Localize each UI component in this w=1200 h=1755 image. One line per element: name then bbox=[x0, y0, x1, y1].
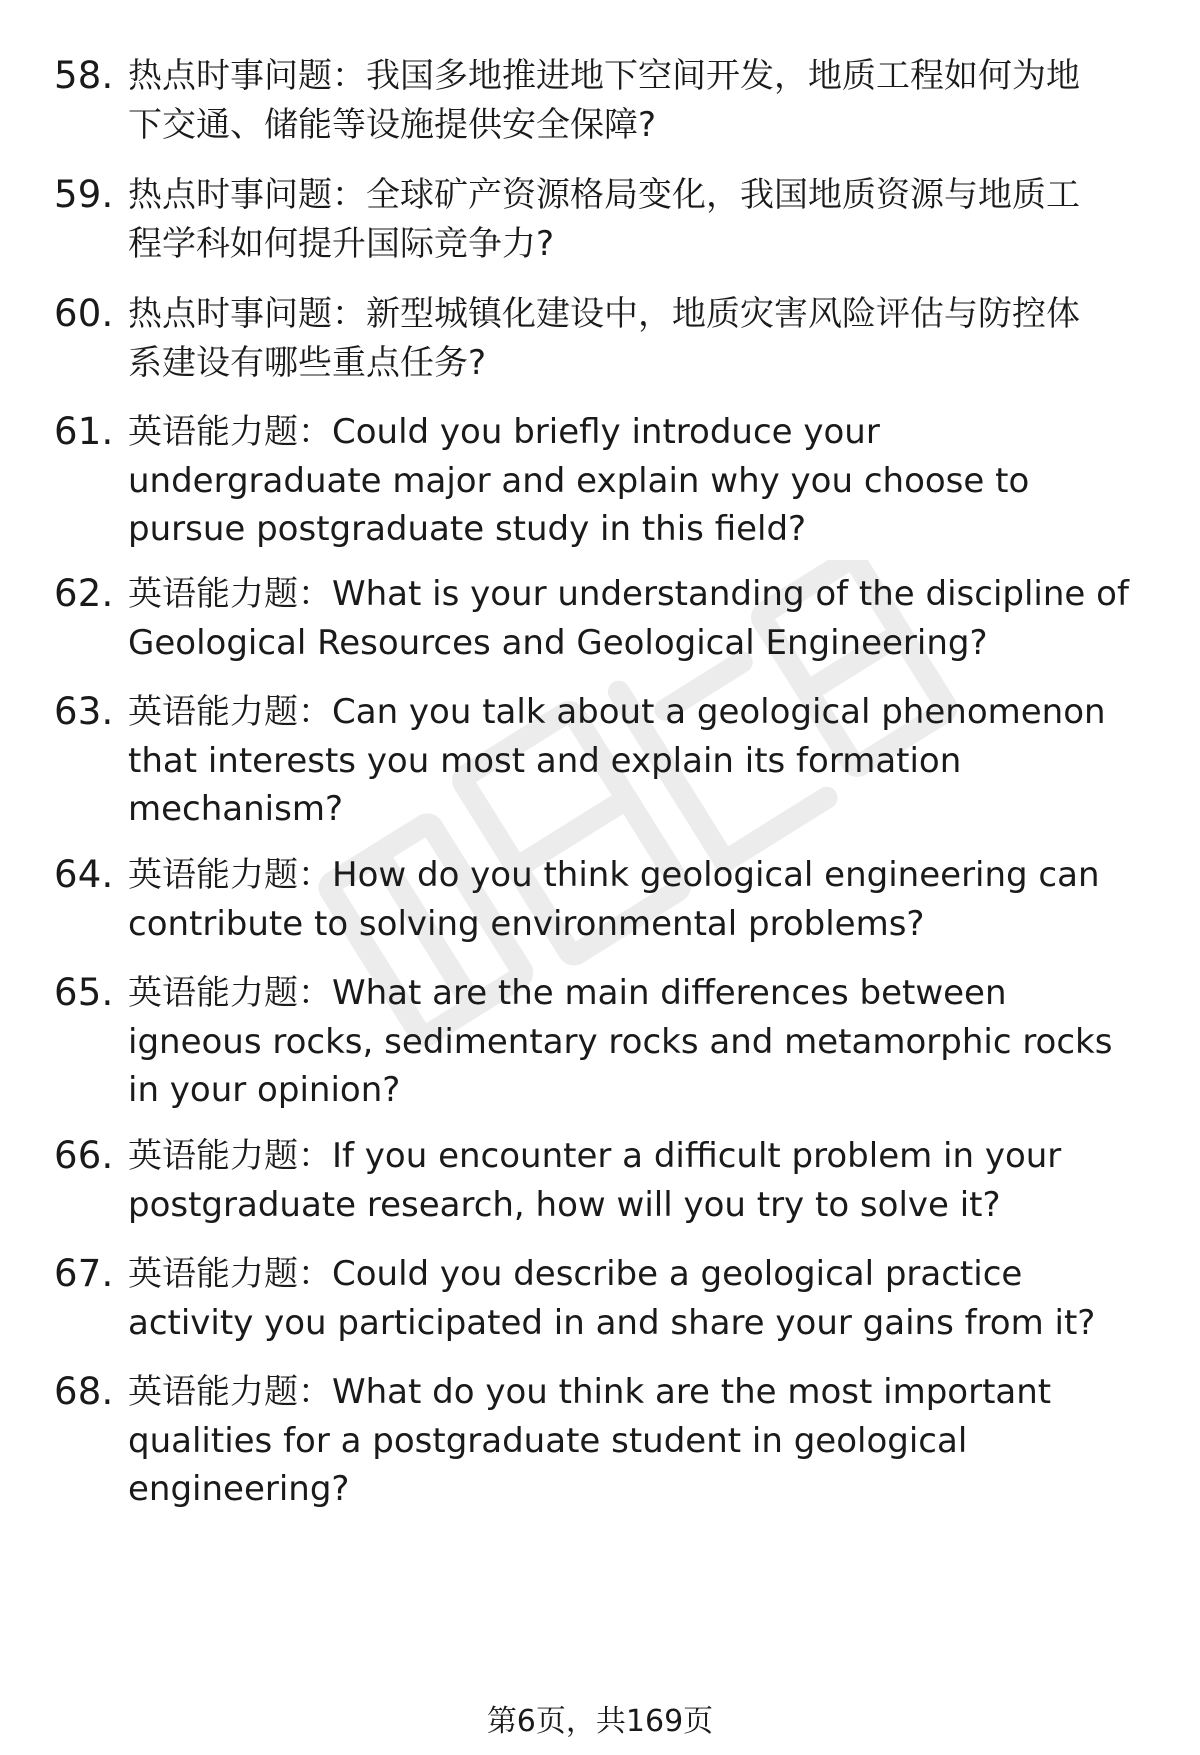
question-line: 热点时事问题：我国多地推进地下空间开发，地质工程如何为地 bbox=[128, 56, 1080, 96]
question-number: 63. bbox=[54, 690, 114, 733]
question-number: 58. bbox=[54, 54, 114, 97]
question-line: qualities for a postgraduate student in geological bbox=[128, 1420, 968, 1461]
question-line: 英语能力题：How do you think geological engineering can bbox=[128, 855, 1100, 895]
question-line: igneous rocks, sedimentary rocks and metamorphic rocks bbox=[128, 1021, 1113, 1062]
question-number: 60. bbox=[54, 292, 114, 335]
question-line: 英语能力题：What do you think are the most important bbox=[128, 1372, 1052, 1412]
question-line: pursue postgraduate study in this field? bbox=[128, 509, 807, 549]
question-number: 65. bbox=[54, 971, 114, 1014]
question-line: 下交通、储能等设施提供安全保障? bbox=[128, 104, 657, 145]
question-number: 61. bbox=[54, 410, 114, 453]
question-line: 英语能力题：What are the main differences between bbox=[128, 973, 1007, 1013]
question-number: 66. bbox=[54, 1134, 114, 1177]
question-text bbox=[128, 688, 1158, 834]
question-text bbox=[128, 851, 1158, 948]
question-line: activity you participated in and share your gains from it? bbox=[128, 1302, 1096, 1343]
question-line: contribute to solving environmental problems? bbox=[128, 903, 925, 944]
question-line: undergraduate major and explain why you choose to bbox=[128, 460, 1030, 501]
question-line: that interests you most and explain its formation bbox=[128, 740, 962, 781]
question-line: mechanism? bbox=[128, 789, 343, 829]
question-text bbox=[128, 52, 1158, 149]
question-text bbox=[128, 1368, 1158, 1514]
question-line: in your opinion? bbox=[128, 1070, 401, 1110]
page-footer bbox=[0, 1702, 1200, 1742]
question-line: 英语能力题：Could you briefly introduce your bbox=[128, 412, 880, 452]
question-number: 62. bbox=[54, 572, 114, 615]
question-line: engineering? bbox=[128, 1469, 350, 1509]
question-number: 68. bbox=[54, 1370, 114, 1413]
question-line: 英语能力题：What is your understanding of the discipline of bbox=[128, 574, 1129, 614]
question-line: postgraduate research, how will you try to solve it? bbox=[128, 1184, 1001, 1225]
question-number: 67. bbox=[54, 1252, 114, 1295]
question-text bbox=[128, 408, 1158, 554]
question-line: 英语能力题：Could you describe a geological practice bbox=[128, 1254, 1023, 1294]
question-text bbox=[128, 290, 1158, 387]
question-line: 热点时事问题：全球矿产资源格局变化，我国地质资源与地质工 bbox=[128, 175, 1080, 215]
question-line: 系建设有哪些重点任务? bbox=[128, 342, 487, 383]
question-text bbox=[128, 1132, 1158, 1229]
question-text bbox=[128, 570, 1158, 667]
question-text bbox=[128, 969, 1158, 1115]
question-line: 英语能力题：If you encounter a difficult problem in your bbox=[128, 1136, 1062, 1176]
question-line: 程学科如何提升国际竞争力? bbox=[128, 223, 555, 264]
question-text bbox=[128, 1250, 1158, 1347]
question-number: 59. bbox=[54, 173, 114, 216]
question-line: 英语能力题：Can you talk about a geological phenomenon bbox=[128, 692, 1106, 732]
question-line: Geological Resources and Geological Engineering? bbox=[128, 622, 988, 663]
question-line: 热点时事问题：新型城镇化建设中，地质灾害风险评估与防控体 bbox=[128, 294, 1080, 334]
question-text bbox=[128, 171, 1158, 268]
question-number: 64. bbox=[54, 853, 114, 896]
page-number-label: 第6页，共169页 bbox=[486, 1704, 714, 1739]
